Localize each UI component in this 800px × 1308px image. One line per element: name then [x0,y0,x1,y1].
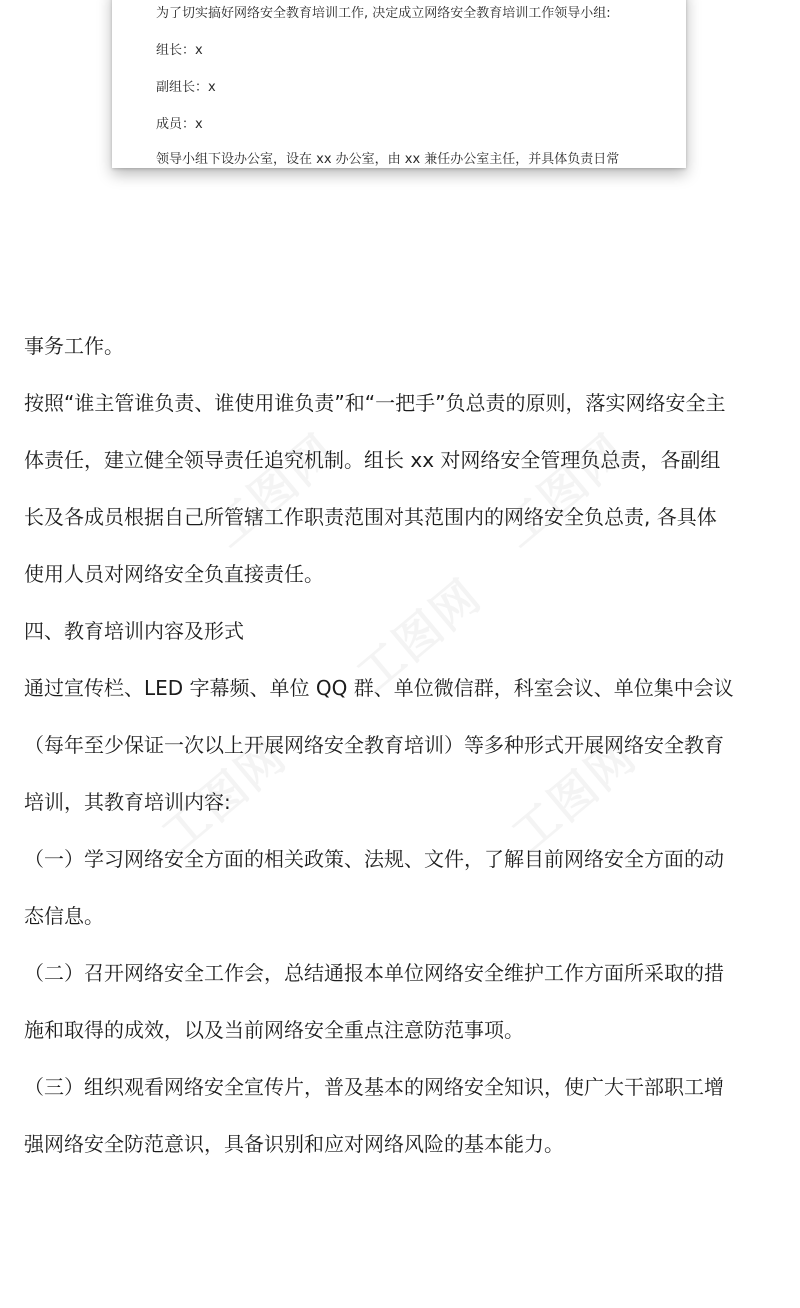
preview-leader-line: 组长：x [156,43,203,58]
preview-members-line: 成员：x [156,117,203,132]
paragraph-line: 按照“谁主管谁负责、谁使用谁负责”和“一把手”负总责的原则，落实网络安全主 [24,391,726,415]
list-item-line: （二）召开网络安全工作会，总结通报本单位网络安全维护工作方面所采取的措 [24,961,724,985]
preview-deputy-line: 副组长：x [156,80,216,95]
list-item-line: （三）组织观看网络安全宣传片，普及基本的网络安全知识，使广大干部职工增 [24,1075,724,1099]
section-heading: 四、教育培训内容及形式 [24,619,244,643]
list-item-line: 施和取得的成效，以及当前网络安全重点注意防范事项。 [24,1018,524,1042]
paragraph-line: 事务工作。 [24,334,124,358]
paragraph-line: 使用人员对网络安全负直接责任。 [24,562,324,586]
paragraph-line: 体责任，建立健全领导责任追究机制。组长 xx 对网络安全管理负总责，各副组 [24,448,721,472]
paragraph-line: （每年至少保证一次以上开展网络安全教育培训）等多种形式开展网络安全教育 [24,733,724,757]
list-item-line: 态信息。 [24,904,104,928]
list-item-line: 强网络安全防范意识，具备识别和应对网络风险的基本能力。 [24,1132,564,1156]
paragraph-line: 长及各成员根据自己所管辖工作职责范围对其范围内的网络安全负总责, 各具体 [24,505,717,529]
paragraph-line: 通过宣传栏、LED 字幕频、单位 QQ 群、单位微信群，科室会议、单位集中会议 [24,676,734,700]
paragraph-line: 培训，其教育培训内容: [24,790,231,814]
list-item-line: （一）学习网络安全方面的相关政策、法规、文件，了解目前网络安全方面的动 [24,847,724,871]
preview-office-line: 领导小组下设办公室，设在 xx 办公室，由 xx 兼任办公室主任，并具体负责日常 [156,152,620,167]
preview-intro-line: 为了切实搞好网络安全教育培训工作, 决定成立网络安全教育培训工作领导小组: [156,6,611,21]
document-preview-card [112,0,686,168]
document-body [24,318,784,1173]
